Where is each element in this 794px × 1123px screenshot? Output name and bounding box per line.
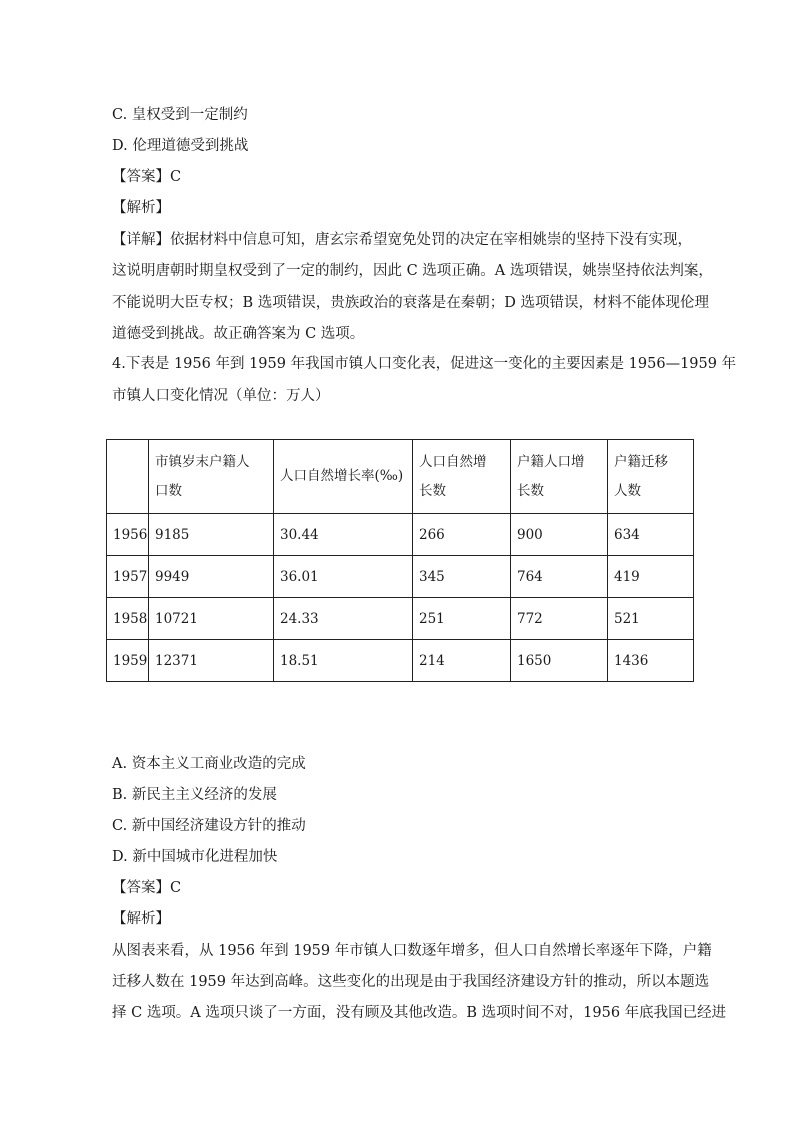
analysis-line-3: 择 C 选项。A 选项只谈了一方面，没有顾及其他改造。B 选项时间不对，1956 年底我国已经进	[112, 1005, 727, 1021]
answer-label-prev: 【答案】C	[112, 169, 182, 185]
table-cell: 9949	[149, 556, 274, 598]
table-cell: 1958	[107, 598, 149, 640]
table-cell: 214	[413, 640, 511, 682]
question-4-stem: 4.下表是 1956 年到 1959 年我国市镇人口变化表，促进这一变化的主要因素是 1956—1959 年	[112, 356, 737, 372]
table-cell: 10721	[149, 598, 274, 640]
table-cell: 1959	[107, 640, 149, 682]
population-table	[106, 439, 694, 682]
table-cell: 24.33	[274, 598, 413, 640]
table-cell: 634	[608, 514, 694, 556]
table-cell: 1957	[107, 556, 149, 598]
analysis-line-2: 迁移人数在 1959 年达到高峰。这些变化的出现是由于我国经济建设方针的推动，所以本题选	[112, 974, 710, 990]
option-a: A. 资本主义工商业改造的完成	[112, 756, 306, 772]
table-cell: 419	[608, 556, 694, 598]
table-cell: 30.44	[274, 514, 413, 556]
table-cell: 900	[511, 514, 608, 556]
option-b: B. 新民主主义经济的发展	[112, 787, 277, 803]
header-year	[107, 440, 149, 514]
table-cell: 764	[511, 556, 608, 598]
detail-line-1: 【详解】依据材料中信息可知，唐玄宗希望宽免处罚的决定在宰相姚崇的坚持下没有实现，	[112, 232, 692, 248]
answer-label: 【答案】C	[112, 880, 182, 896]
table-cell: 521	[608, 598, 694, 640]
table-cell: 18.51	[274, 640, 413, 682]
analysis-line-1: 从图表来看，从 1956 年到 1959 年市镇人口数逐年增多，但人口自然增长率逐年下降，户籍	[112, 943, 712, 959]
table-caption: 市镇人口变化情况（单位：万人）	[112, 388, 330, 404]
option-c: C. 新中国经济建设方针的推动	[112, 818, 306, 834]
table-cell: 36.01	[274, 556, 413, 598]
table-row	[107, 598, 694, 640]
table-cell: 772	[511, 598, 608, 640]
table-cell: 1956	[107, 514, 149, 556]
table-row	[107, 514, 694, 556]
table-row	[107, 640, 694, 682]
analysis-label: 【解析】	[112, 911, 170, 927]
table-cell: 1650	[511, 640, 608, 682]
detail-line-4: 道德受到挑战。故正确答案为 C 选项。	[112, 326, 365, 342]
header-registered-increase: 户籍人口增 长数	[511, 440, 608, 514]
header-urban-population: 市镇岁末户籍人 口数	[149, 440, 274, 514]
option-d-prev: D. 伦理道德受到挑战	[112, 138, 249, 154]
header-migration: 户籍迁移 人数	[608, 440, 694, 514]
detail-line-2: 这说明唐朝时期皇权受到了一定的制约，因此 C 选项正确。A 选项错误，姚崇坚持依法判案，	[112, 263, 713, 279]
table-cell: 266	[413, 514, 511, 556]
table-cell: 345	[413, 556, 511, 598]
table-header-row	[107, 440, 694, 514]
header-natural-increase: 人口自然增 长数	[413, 440, 511, 514]
table-row	[107, 556, 694, 598]
option-d: D. 新中国城市化进程加快	[112, 849, 278, 865]
table-cell: 9185	[149, 514, 274, 556]
analysis-label-prev: 【解析】	[112, 200, 170, 216]
detail-line-3: 不能说明大臣专权；B 选项错误，贵族政治的衰落是在秦朝；D 选项错误，材料不能体现伦理	[112, 295, 709, 311]
header-growth-rate: 人口自然增长率(‰)	[274, 440, 413, 514]
table-cell: 12371	[149, 640, 274, 682]
table-cell: 1436	[608, 640, 694, 682]
table-cell: 251	[413, 598, 511, 640]
option-c-prev: C. 皇权受到一定制约	[112, 107, 248, 123]
